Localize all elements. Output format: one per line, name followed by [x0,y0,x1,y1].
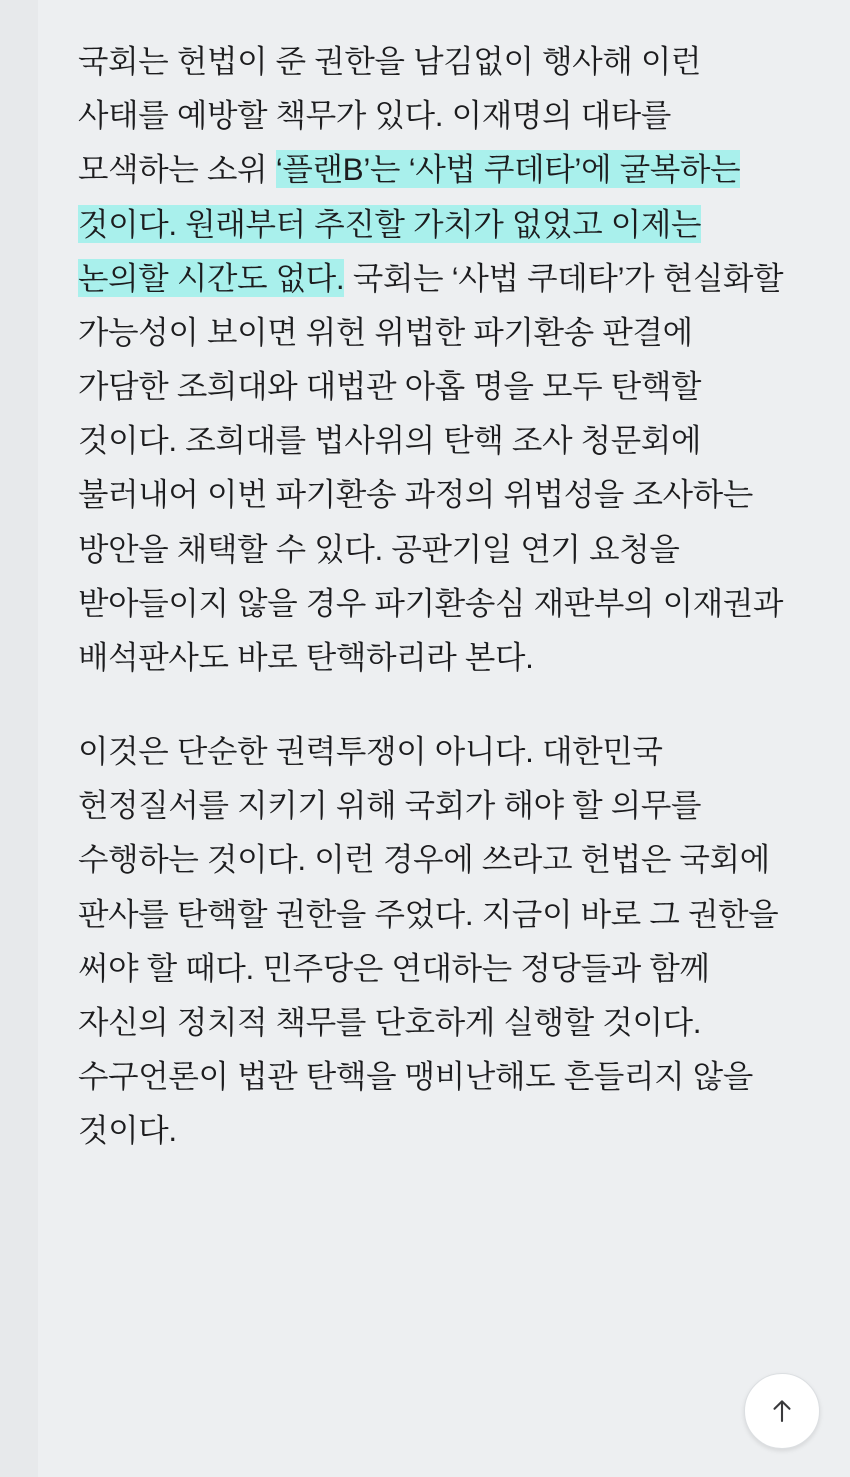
article-body [78,34,784,1157]
highlighted-text: ‘플랜B’는 ‘사법 쿠데타’에 굴복하는 것이다. 원래부터 추진할 가치가 없었고 이제는 논의할 시간도 없다. [78,151,741,296]
left-margin-rail [0,0,38,1477]
paragraph [78,724,784,1157]
body-text: 국회는 ‘사법 쿠데타’가 현실화할 가능성이 보이면 위헌 위법한 파기환송 판결에 가담한 조희대와 대법관 아홉 명을 모두 탄핵할 것이다. 조희대를 법사위의 탄핵 조사 청문회에 불러내어 이번 파기환송 과정의 위법성을 조사하는 방안을 채택할 수 있다. 공판기일 연기 요청을 받아들이지 않을 경우 파기환송심 재판부의 이재권과 배석판사도 바로 탄핵하리라 본다. [78,259,784,675]
arrow-up-icon [767,1396,797,1426]
scroll-to-top-button[interactable] [744,1373,820,1449]
body-text: 이것은 단순한 권력투쟁이 아니다. 대한민국 헌정질서를 지키기 위해 국회가 해야 할 의무를 수행하는 것이다. 이런 경우에 쓰라고 헌법은 국회에 판사를 탄핵할 권한을 주었다. 지금이 바로 그 권한을 써야 할 때다. 민주당은 연대하는 정당들과 함께 자신의 정치적 책무를 단호하게 실행할 것이다. 수구언론이 법관 탄핵을 맹비난해도 흔들리지 않을 것이다. [78,733,779,1149]
body-text: 국회는 헌법이 준 권한을 남김없이 행사해 이런 사태를 예방할 책무가 있다. 이재명의 대타를 모색하는 소위 [78,43,702,188]
paragraph [78,34,784,684]
